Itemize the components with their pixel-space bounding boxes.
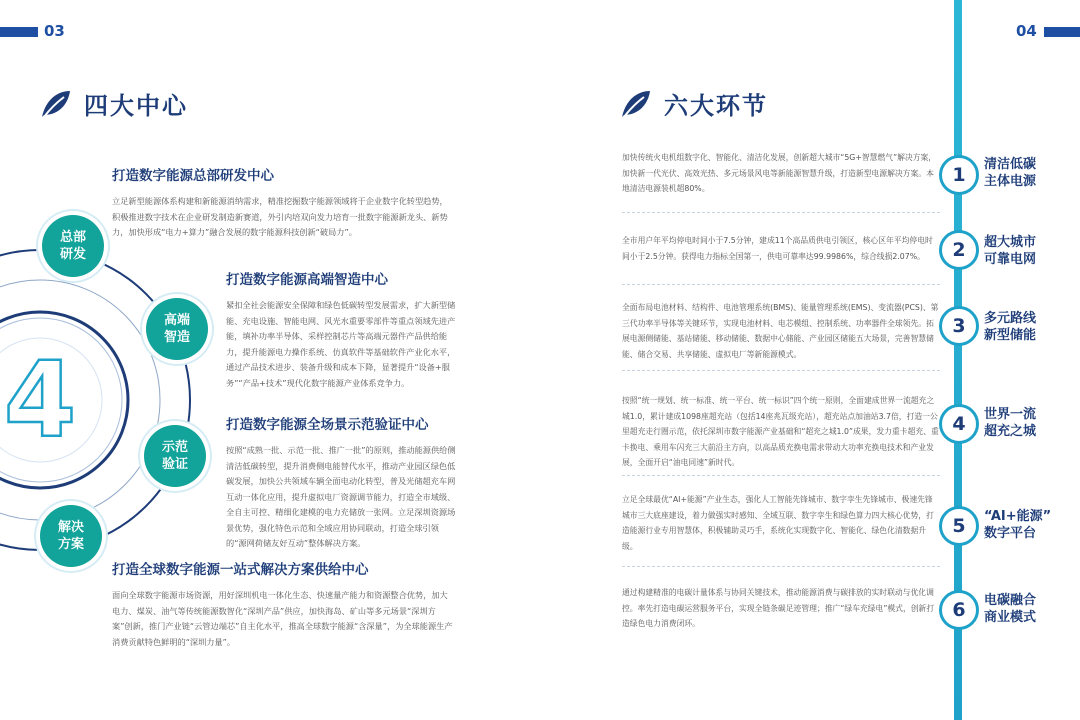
block-title: 打造数字能源总部研发中心 — [112, 168, 274, 184]
leaf-icon — [38, 87, 72, 121]
stage-1-text: 加快传统火电机组数字化、智能化、清洁化发展，创新超大城市“5G+智慧燃气”解决方案，加快新一代光伏、高效光热、多元场景风电等新能源智慧升级，打造新型电源解决方案。本地清洁电源装机超80%。 — [622, 153, 937, 193]
stage-6-number: 6 — [939, 590, 979, 630]
block-title: 打造数字能源高端智造中心 — [226, 272, 388, 288]
left-title-text: 四大中心 — [84, 92, 188, 120]
left-page-bar — [0, 27, 38, 37]
stage-6-label: 电碳融合 商业模式 — [984, 593, 1037, 625]
left-page-number: 03 — [44, 22, 65, 40]
right-title-text: 六大环节 — [664, 92, 768, 120]
tag-headquarters-rd: 总部 研发 — [42, 215, 104, 277]
stage-1-label: 清洁低碳 主体电源 — [984, 157, 1037, 189]
block-text: 按照“成熟一批、示范一批、推广一批”的原则，推动能源供给侧清洁低碳转型，提升消费侧电能替代水平，推动产业园区绿色低碳发展，加快公共领域车辆全面电动化转型，普及光储超充车网互动一体化应用，提升虚拟电厂资源调节能力，打造全市域级、全自主可控、精细化建模的电力充储放一张网。立足深圳资源场景优势，强化特色示范和全域应用协同联动，打造全球引领的“源网荷储友好互动”整体解决方案。 — [226, 445, 456, 548]
stage-5-label: “AI+能源” 数字平台 — [984, 509, 1052, 541]
left-section-title — [38, 86, 188, 121]
divider — [622, 475, 940, 476]
stage-2-number: 2 — [939, 230, 979, 270]
right-page-number: 04 — [1016, 22, 1037, 40]
tag-solutions: 解决 方案 — [40, 505, 102, 567]
tag-high-end-manufacturing: 高端 智造 — [146, 298, 208, 360]
big-digit: 4 — [3, 339, 77, 461]
stage-2-text: 全市用户年平均停电时间小于7.5分钟，建成11个高品质供电引领区，核心区年平均停电时间小于2.5分钟。获得电力指标全国第一，供电可靠率达99.9986%，综合线损2.07%。 — [622, 236, 933, 261]
block-text: 面向全球数字能源市场资源，用好深圳机电一体化生态、快速量产能力和资源整合优势，加大电力、煤炭、油气等传统能源数智化“深圳产品”供应，加快海岛、矿山等多元场景“深圳方案”创新，推门产业链“云管边端芯”自主化水平，推高全球数字能源“含深量”，为全球能源生产消费贡献特色鲜明的“深圳力量”。 — [112, 590, 453, 647]
stage-3-text: 全面布局电池材料、结构件、电池管理系统(BMS)、能量管理系统(EMS)、变流器(PCS)、第三代功率半导体等关键环节，实现电池材料、电芯模组、控制系统、功率器件全球领先。拓展电源侧储能、基站储能、移动储能、数据中心储能、产业园区储能五大场景，完善智慧储能、储合交易、共享储能、虚拟电厂等新能源模式。 — [622, 303, 939, 359]
leaf-icon — [618, 87, 652, 121]
block-solutions — [112, 558, 454, 650]
block-title: 打造数字能源全场景示范验证中心 — [226, 417, 429, 433]
divider — [622, 284, 940, 285]
stage-4-text: 按照“统一规划、统一标准、统一平台、统一标识”四个统一原则，全面建成世界一流超充之城1.0，累计建成1098座超充站（包括14座兆瓦级充站），超充站点加油站3.7倍，打造一公里超充走行圈示范，依托深圳市数字能源产业基础和“超充之城1.0”成果，发力重卡超充、重卡换电、乘用车闪充三大前沿主方向，以高品质充换电需求带动大功率充换电技术和产业发展，全面开启“油电同速”新时代。 — [622, 396, 939, 467]
divider — [622, 566, 940, 567]
block-title: 打造全球数字能源一站式解决方案供给中心 — [112, 562, 369, 578]
block-text: 立足新型能源体系构建和新能源消纳需求，精准挖掘数字能源领域将于企业数字化转型趋势，积极推进数字技术在企业研发制造新赛道，外引内培双向发力培育一批数字能源新龙头、新势力，加快形成“电力+算力”融合发展的数字能源科技创新“破局力”。 — [112, 196, 448, 237]
divider — [622, 212, 940, 213]
right-section-title — [618, 86, 768, 121]
block-text: 紧扣全社会能源安全保障和绿色低碳转型发展需求，扩大新型储能、充电设施、智能电网、风光水重要零部件等重点领域先进产能，填补功率半导体、采样控制芯片等高端元器件产品供给能力，提升能源电力操作系统、仿真软件等基础软件产业化水平，通过产品技术进步、装备升级和成本下降，显著提升“设备+服务”“产品+技术”现代化数字能源产业体系竞争力。 — [226, 300, 456, 388]
tag-demo-verification: 示范 验证 — [144, 425, 206, 487]
right-page-bar — [1044, 27, 1080, 37]
block-high-end-manufacturing — [226, 268, 458, 391]
stage-4-label: 世界一流 超充之城 — [984, 407, 1037, 439]
stage-3-label: 多元路线 新型储能 — [984, 311, 1037, 343]
decorative-rings — [0, 230, 260, 570]
stage-4-number: 4 — [939, 404, 979, 444]
stage-3-number: 3 — [939, 306, 979, 346]
stage-5-number: 5 — [939, 506, 979, 546]
stage-6-text: 通过构建精准的电碳计量体系与协同关键技术，推动能源消费与碳排放的实时联动与优化调控。率先打造电碳运营服务平台，实现全链条碳足迹管理；推广“绿车充绿电”模式，创新打造绿色电力消费闭环。 — [622, 588, 935, 628]
block-headquarters-rd — [112, 164, 454, 241]
stage-1-number: 1 — [939, 155, 979, 195]
stage-2-label: 超大城市 可靠电网 — [984, 235, 1037, 267]
stage-5-text: 立足全球最优“AI+能源”产业生态，强化人工智能先锋城市、数字孪生先锋城市、极速先锋城市三大底座建设，着力做强实时感知、全域互联、数字孪生和绿色算力四大核心优势，打造能源行业专用智慧体，积极辅助灵巧手，系统化实现数字化、智能化、绿色化清数据升级。 — [622, 495, 934, 551]
divider — [622, 370, 940, 371]
block-demo-verification — [226, 413, 458, 552]
